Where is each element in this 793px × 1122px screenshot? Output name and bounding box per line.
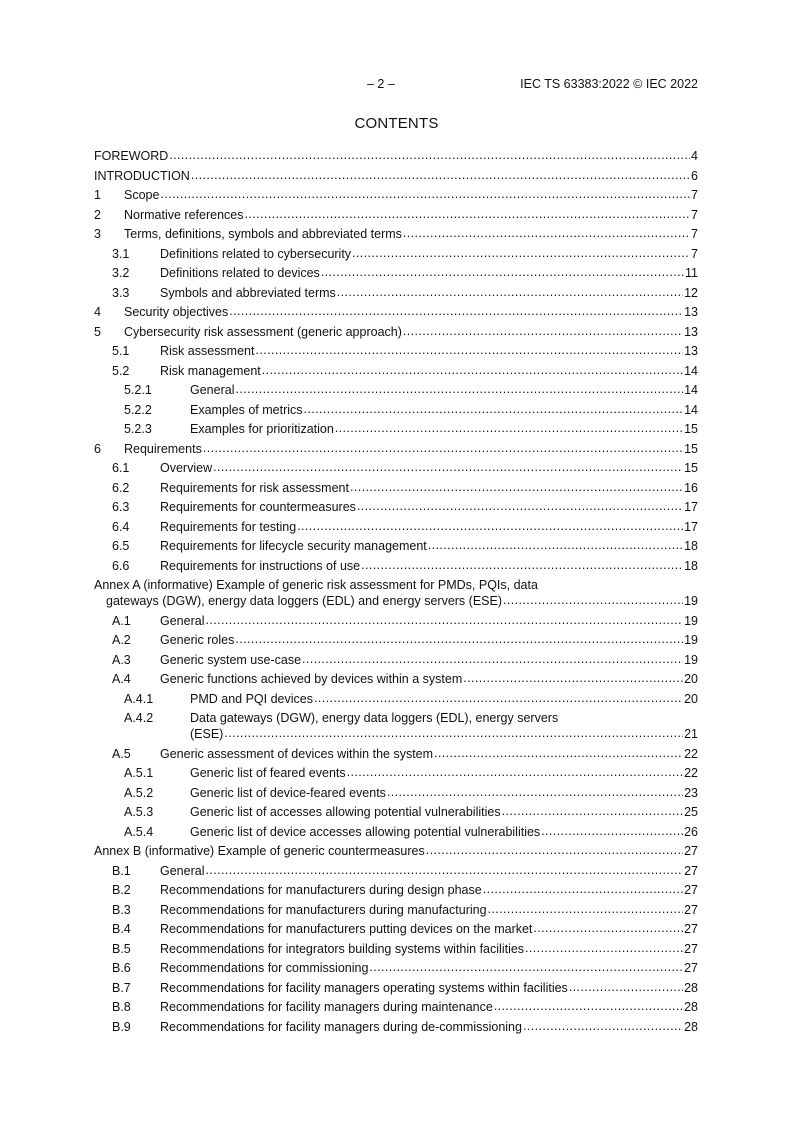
toc-entry[interactable] xyxy=(94,667,698,687)
toc-label: Scope xyxy=(124,188,160,202)
dot-leader xyxy=(255,343,683,358)
toc-number: B.5 xyxy=(112,941,131,956)
toc-entry[interactable] xyxy=(94,800,698,820)
toc-number: B.4 xyxy=(112,922,131,936)
toc-page-number: 15 xyxy=(684,441,698,456)
toc-page-number: 26 xyxy=(684,824,698,839)
toc-label: General xyxy=(160,863,205,878)
toc-number: B.6 xyxy=(112,961,131,975)
toc-entry[interactable] xyxy=(94,761,698,781)
toc-entry[interactable] xyxy=(94,534,698,554)
toc-entry[interactable] xyxy=(94,975,698,995)
toc-label: Cybersecurity risk assessment (generic approach) xyxy=(124,324,402,339)
dot-leader xyxy=(463,671,683,686)
toc-number: 6.4 xyxy=(112,519,130,534)
dot-leader xyxy=(160,187,690,202)
toc-label: Recommendations for facility managers operating systems within facilities xyxy=(160,980,568,995)
toc-page-number: 13 xyxy=(684,324,698,339)
dot-leader xyxy=(297,519,683,534)
toc-page-number: 7 xyxy=(691,207,698,222)
toc-label: PMD and PQI devices xyxy=(190,691,313,706)
table-of-contents xyxy=(94,146,698,1034)
toc-label: Symbols and abbreviated terms xyxy=(160,285,336,300)
toc-page-number: 7 xyxy=(691,188,698,202)
toc-label: Generic list of device-feared events xyxy=(190,785,386,800)
toc-number: A.5.1 xyxy=(124,766,154,780)
standard-reference: IEC TS 63383:2022 © IEC 2022 xyxy=(520,77,698,91)
toc-label: General xyxy=(160,613,205,628)
toc-label: Recommendations for commissioning xyxy=(160,961,369,975)
toc-page-number: 27 xyxy=(684,902,698,917)
toc-number: B.7 xyxy=(112,980,131,995)
toc-page-number: 21 xyxy=(684,727,698,741)
toc-number: 5.2 xyxy=(112,363,130,378)
toc-number: A.5.2 xyxy=(124,785,154,800)
dot-leader xyxy=(205,863,683,878)
toc-page-number: 13 xyxy=(684,344,698,358)
toc-page-number: 22 xyxy=(684,746,698,761)
toc-entry[interactable] xyxy=(94,878,698,898)
dot-leader xyxy=(502,804,684,819)
toc-entry[interactable] xyxy=(94,995,698,1015)
toc-label: Generic functions achieved by devices within a system xyxy=(160,672,463,686)
toc-page-number: 19 xyxy=(684,613,698,628)
toc-page-number: 6 xyxy=(691,168,698,183)
toc-number: 4 xyxy=(94,305,101,319)
toc-number: 6 xyxy=(94,441,101,456)
toc-label: Security objectives xyxy=(124,305,229,319)
dot-leader xyxy=(494,999,683,1014)
toc-label-continued: (ESE) xyxy=(190,727,224,741)
toc-page-number: 4 xyxy=(691,149,698,163)
toc-number: B.8 xyxy=(112,1000,131,1014)
toc-label: General xyxy=(190,383,235,397)
toc-entry[interactable] xyxy=(94,514,698,534)
dot-leader xyxy=(314,691,683,706)
toc-label: Annex A (informative) Example of generic risk assessment for PMDs, PQIs, data xyxy=(94,578,538,592)
toc-page-number: 28 xyxy=(684,1019,698,1034)
dot-leader xyxy=(347,765,683,780)
toc-entry[interactable] xyxy=(94,436,698,456)
toc-page-number: 17 xyxy=(684,500,698,514)
toc-page-number: 22 xyxy=(684,766,698,780)
toc-number: B.9 xyxy=(112,1019,131,1034)
toc-page-number: 18 xyxy=(684,558,698,573)
toc-number: A.4.2 xyxy=(124,711,154,725)
toc-entry[interactable] xyxy=(94,358,698,378)
toc-label: Definitions related to cybersecurity xyxy=(160,246,352,261)
dot-leader xyxy=(523,1019,683,1034)
toc-label: Generic list of device accesses allowing potential vulnerabilities xyxy=(190,824,541,839)
toc-entry[interactable] xyxy=(94,780,698,800)
toc-number: A.5.4 xyxy=(124,824,154,839)
toc-number: B.1 xyxy=(112,863,131,878)
toc-entry[interactable] xyxy=(94,956,698,976)
toc-label: FOREWORD xyxy=(94,149,169,163)
toc-number: 3.1 xyxy=(112,246,130,261)
toc-page-number: 18 xyxy=(684,539,698,553)
dot-leader xyxy=(245,207,691,222)
dot-leader xyxy=(213,460,683,475)
toc-number: 6.3 xyxy=(112,500,130,514)
toc-number: 5.2.1 xyxy=(124,383,152,397)
toc-entry[interactable] xyxy=(94,222,698,242)
dot-leader xyxy=(503,593,683,608)
toc-number: 1 xyxy=(94,188,101,202)
dot-leader xyxy=(335,421,683,436)
toc-number: 2 xyxy=(94,207,101,222)
toc-number: A.4 xyxy=(112,672,131,686)
toc-page-number: 13 xyxy=(684,305,698,319)
toc-entry[interactable] xyxy=(94,202,698,222)
toc-page-number: 20 xyxy=(684,672,698,686)
toc-entry[interactable] xyxy=(94,378,698,398)
toc-label-continued: gateways (DGW), energy data loggers (EDL) and energy servers (ESE) xyxy=(106,594,502,608)
toc-number: A.5 xyxy=(112,746,131,761)
dot-leader xyxy=(403,226,690,241)
toc-label: Generic assessment of devices within the system xyxy=(160,746,434,761)
toc-label: Generic list of feared events xyxy=(190,766,346,780)
toc-page-number: 15 xyxy=(684,422,698,436)
contents-title: CONTENTS xyxy=(354,115,439,132)
dot-leader xyxy=(337,285,683,300)
toc-label: Recommendations for facility managers during de-commissioning xyxy=(160,1019,522,1034)
dot-leader xyxy=(533,921,683,936)
toc-number: A.4.1 xyxy=(124,691,154,706)
toc-page-number: 7 xyxy=(691,227,698,241)
toc-entry[interactable] xyxy=(94,647,698,667)
toc-page-number: 14 xyxy=(684,402,698,417)
toc-label: INTRODUCTION xyxy=(94,168,190,183)
toc-page-number: 11 xyxy=(685,266,698,280)
toc-label: Requirements for risk assessment xyxy=(160,480,349,495)
toc-entry[interactable] xyxy=(94,456,698,476)
toc-label: Terms, definitions, symbols and abbreviated terms xyxy=(124,227,402,241)
toc-label: Recommendations for facility managers during maintenance xyxy=(160,1000,493,1014)
toc-number: 6.5 xyxy=(112,539,130,553)
toc-page-number: 27 xyxy=(684,941,698,956)
toc-page-number: 7 xyxy=(691,246,698,261)
toc-page-number: 27 xyxy=(684,922,698,936)
toc-label: Risk management xyxy=(160,363,261,378)
dot-leader xyxy=(369,960,683,975)
toc-number: A.3 xyxy=(112,652,131,667)
toc-page-number: 17 xyxy=(684,519,698,534)
dot-leader xyxy=(434,746,683,761)
toc-page-number: 23 xyxy=(684,785,698,800)
toc-page-number: 20 xyxy=(684,691,698,706)
toc-entry[interactable] xyxy=(94,917,698,937)
toc-entry[interactable] xyxy=(94,686,698,706)
dot-leader xyxy=(387,785,683,800)
toc-number: A.2 xyxy=(112,633,131,647)
toc-number: 3.3 xyxy=(112,285,130,300)
toc-page-number: 25 xyxy=(684,805,698,819)
toc-entry[interactable] xyxy=(94,495,698,515)
toc-label: Requirements for instructions of use xyxy=(160,558,361,573)
toc-number: B.3 xyxy=(112,902,131,917)
toc-page-number: 12 xyxy=(684,285,698,300)
dot-leader xyxy=(426,843,683,858)
dot-leader xyxy=(541,824,683,839)
toc-entry[interactable] xyxy=(94,819,698,839)
toc-number: 6.1 xyxy=(112,461,130,475)
toc-label: Risk assessment xyxy=(160,344,255,358)
toc-entry[interactable] xyxy=(94,241,698,261)
dot-leader xyxy=(357,499,683,514)
toc-label: Recommendations for manufacturers during design phase xyxy=(160,883,482,897)
dot-leader xyxy=(403,324,683,339)
toc-entry[interactable] xyxy=(94,741,698,761)
toc-page-number: 27 xyxy=(684,844,698,858)
toc-page-number: 27 xyxy=(684,883,698,897)
toc-label: Recommendations for integrators building systems within facilities xyxy=(160,941,525,956)
toc-page-number: 27 xyxy=(684,961,698,975)
toc-page-number: 28 xyxy=(684,980,698,995)
toc-entry[interactable] xyxy=(94,936,698,956)
toc-entry[interactable] xyxy=(94,573,698,609)
dot-leader xyxy=(203,441,683,456)
dot-leader xyxy=(205,613,683,628)
toc-number: 5 xyxy=(94,324,101,339)
toc-label: Recommendations for manufacturers putting devices on the market xyxy=(160,922,533,936)
toc-page-number: 28 xyxy=(684,1000,698,1014)
toc-number: 5.2.2 xyxy=(124,402,152,417)
toc-number: 5.2.3 xyxy=(124,422,152,436)
toc-number: B.2 xyxy=(112,883,131,897)
toc-label: Examples of metrics xyxy=(190,402,303,417)
toc-entry[interactable] xyxy=(94,339,698,359)
toc-page-number: 15 xyxy=(684,461,698,475)
dot-leader xyxy=(302,652,683,667)
toc-number: 3 xyxy=(94,227,101,241)
page-number: – 2 – xyxy=(367,77,395,91)
toc-entry[interactable] xyxy=(94,706,698,742)
toc-label: Annex B (informative) Example of generic countermeasures xyxy=(94,844,425,858)
toc-entry[interactable] xyxy=(94,553,698,573)
toc-entry[interactable] xyxy=(94,261,698,281)
toc-entry[interactable] xyxy=(94,163,698,183)
toc-label: Examples for prioritization xyxy=(190,422,334,436)
dot-leader xyxy=(321,265,684,280)
toc-number: 5.1 xyxy=(112,344,130,358)
toc-label: Generic roles xyxy=(160,633,235,647)
dot-leader xyxy=(361,558,683,573)
toc-label: Overview xyxy=(160,461,213,475)
toc-entry[interactable] xyxy=(94,146,698,163)
toc-label: Requirements xyxy=(124,441,202,456)
dot-leader xyxy=(235,632,683,647)
dot-leader xyxy=(352,246,690,261)
toc-number: 6.2 xyxy=(112,480,130,495)
toc-page-number: 27 xyxy=(684,863,698,878)
toc-label: Generic list of accesses allowing potential vulnerabilities xyxy=(190,805,501,819)
dot-leader xyxy=(235,382,683,397)
toc-label: Normative references xyxy=(124,207,244,222)
dot-leader xyxy=(483,882,683,897)
toc-number: 3.2 xyxy=(112,266,130,280)
toc-page-number: 19 xyxy=(684,652,698,667)
toc-page-number: 14 xyxy=(684,383,698,397)
toc-label: Data gateways (DGW), energy data loggers (EDL), energy servers xyxy=(190,711,559,725)
dot-leader xyxy=(488,902,684,917)
dot-leader xyxy=(350,480,683,495)
dot-leader xyxy=(224,726,683,741)
toc-entry[interactable] xyxy=(94,300,698,320)
toc-page-number: 14 xyxy=(684,363,698,378)
toc-entry[interactable] xyxy=(94,280,698,300)
toc-entry[interactable] xyxy=(94,397,698,417)
toc-page-number: 16 xyxy=(684,480,698,495)
toc-entry[interactable] xyxy=(94,417,698,437)
toc-label: Requirements for testing xyxy=(160,519,297,534)
dot-leader xyxy=(304,402,684,417)
toc-entry[interactable] xyxy=(94,608,698,628)
dot-leader xyxy=(569,980,683,995)
toc-number: A.1 xyxy=(112,613,131,628)
dot-leader xyxy=(525,941,683,956)
dot-leader xyxy=(428,538,683,553)
dot-leader xyxy=(229,304,683,319)
toc-entry[interactable] xyxy=(94,839,698,859)
toc-number: A.5.3 xyxy=(124,805,154,819)
toc-entry[interactable] xyxy=(94,319,698,339)
toc-entry[interactable] xyxy=(94,1014,698,1034)
toc-label: Recommendations for manufacturers during manufacturing xyxy=(160,902,487,917)
toc-entry[interactable] xyxy=(94,475,698,495)
dot-leader xyxy=(191,168,690,183)
toc-label: Definitions related to devices xyxy=(160,266,320,280)
toc-entry[interactable] xyxy=(94,183,698,203)
toc-entry[interactable] xyxy=(94,858,698,878)
toc-entry[interactable] xyxy=(94,897,698,917)
toc-entry[interactable] xyxy=(94,628,698,648)
toc-label: Requirements for countermeasures xyxy=(160,500,356,514)
dot-leader xyxy=(262,363,683,378)
dot-leader xyxy=(169,148,690,163)
toc-label: Requirements for lifecycle security management xyxy=(160,539,427,553)
toc-label: Generic system use-case xyxy=(160,652,302,667)
toc-page-number: 19 xyxy=(684,633,698,647)
toc-page-number: 19 xyxy=(684,594,698,608)
toc-number: 6.6 xyxy=(112,558,130,573)
